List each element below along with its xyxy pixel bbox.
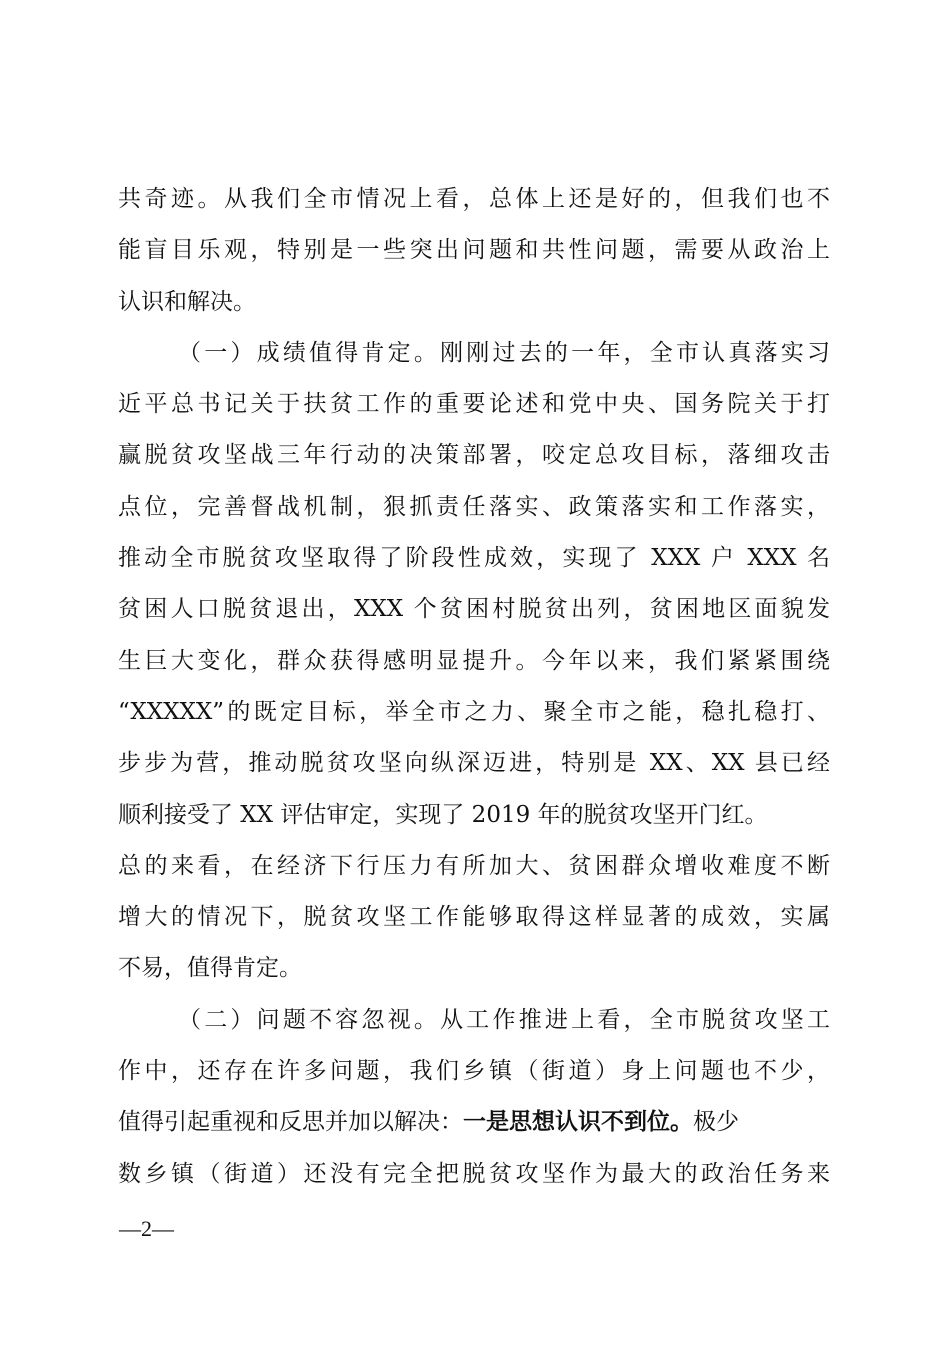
bold-heading: 一是思想认识不到位。 — [463, 1109, 693, 1136]
text-line: 作中，还存在许多问题，我们乡镇（街道）身上问题也不少， — [118, 1058, 830, 1085]
text-line: 推动全市脱贫攻坚取得了阶段性成效，实现了 XXX 户 XXX 名 — [118, 545, 830, 572]
text-line-mixed — [118, 1097, 830, 1148]
text-line: 能盲目乐观，特别是一些突出问题和共性问题，需要从政治上 — [118, 237, 830, 264]
text-line: 总的来看，在经济下行压力有所加大、贫困群众增收难度不断 — [118, 852, 830, 879]
text-line: 数乡镇（街道）还没有完全把脱贫攻坚作为最大的政治任务来 — [118, 1160, 830, 1187]
text-line: 认识和解决。 — [118, 288, 256, 315]
text-run: 值得引起重视和反思并加以解决： — [118, 1109, 463, 1136]
text-line: （一）成绩值得肯定。刚刚过去的一年，全市认真落实习 — [178, 339, 830, 366]
text-line: 顺利接受了 XX 评估审定，实现了 2019 年的脱贫攻坚开门红。 — [118, 801, 768, 828]
text-run: 极少 — [693, 1109, 739, 1136]
text-line: “XXXXX”的既定目标，举全市之力、聚全市之能，稳扎稳打、 — [118, 698, 830, 725]
text-line: 共奇迹。从我们全市情况上看，总体上还是好的，但我们也不 — [118, 186, 830, 212]
text-line: 步步为营，推动脱贫攻坚向纵深迈进，特别是 XX、XX 县已经 — [118, 750, 830, 777]
text-line: 点位，完善督战机制，狠抓责任落实、政策落实和工作落实， — [118, 493, 830, 520]
text-line: 贫困人口脱贫退出，XXX 个贫困村脱贫出列，贫困地区面貌发 — [118, 596, 830, 623]
body-text — [118, 174, 830, 1200]
text-line: 生巨大变化，群众获得感明显提升。今年以来，我们紧紧围绕 — [118, 647, 830, 674]
text-line: 近平总书记关于扶贫工作的重要论述和党中央、国务院关于打 — [118, 391, 830, 418]
text-line: 不易，值得肯定。 — [118, 955, 302, 982]
page-number: —2— — [119, 1216, 174, 1241]
text-line: （二）问题不容忽视。从工作推进上看，全市脱贫攻坚工 — [178, 1006, 830, 1033]
text-line: 赢脱贫攻坚战三年行动的决策部署，咬定总攻目标，落细攻击 — [118, 442, 830, 469]
text-line: 增大的情况下，脱贫攻坚工作能够取得这样显著的成效，实属 — [118, 904, 830, 931]
